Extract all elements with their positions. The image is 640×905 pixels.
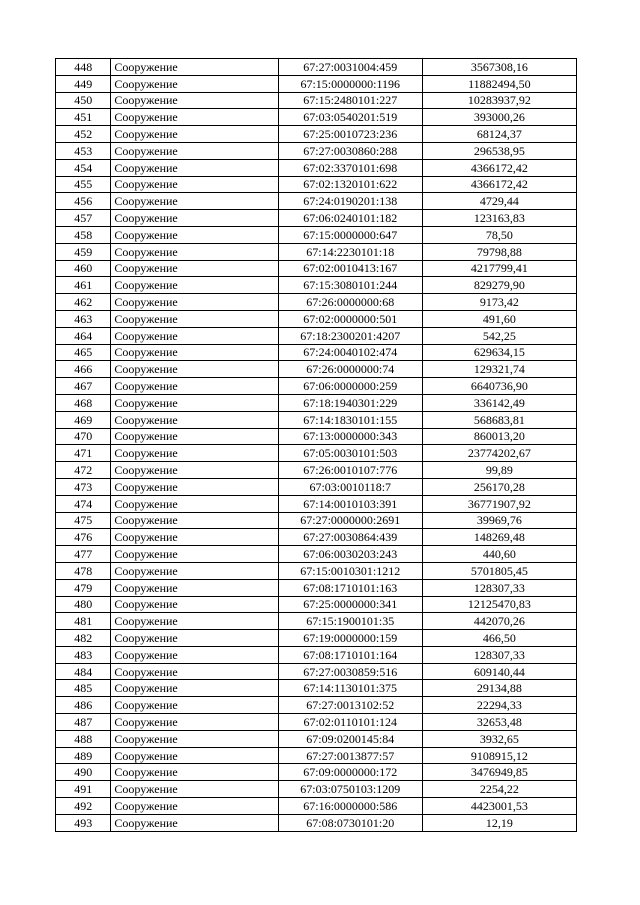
cadastral-number-cell: 67:27:0031004:459: [278, 59, 422, 76]
row-number-cell: 476: [56, 529, 111, 546]
object-type-cell: Сооружение: [111, 378, 278, 395]
object-type-cell: Сооружение: [111, 428, 278, 445]
cadastral-number-cell: 67:19:0000000:159: [278, 630, 422, 647]
cadastral-value-cell: 442070,26: [422, 613, 576, 630]
cadastral-value-cell: 3567308,16: [422, 59, 576, 76]
table-row: [56, 697, 577, 714]
table-row: [56, 193, 577, 210]
cadastral-number-cell: 67:02:3370101:698: [278, 159, 422, 176]
cadastral-value-cell: 32653,48: [422, 714, 576, 731]
cadastral-number-cell: 67:15:2480101:227: [278, 92, 422, 109]
table-row: [56, 630, 577, 647]
table-row: [56, 798, 577, 815]
cadastral-value-cell: 29134,88: [422, 680, 576, 697]
table-row: [56, 159, 577, 176]
row-number-cell: 479: [56, 579, 111, 596]
object-type-cell: Сооружение: [111, 159, 278, 176]
cadastral-number-cell: 67:26:0010107:776: [278, 462, 422, 479]
cadastral-value-cell: 609140,44: [422, 663, 576, 680]
object-type-cell: Сооружение: [111, 478, 278, 495]
cadastral-number-cell: 67:27:0030860:288: [278, 142, 422, 159]
table-row: [56, 59, 577, 76]
object-type-cell: Сооружение: [111, 142, 278, 159]
object-type-cell: Сооружение: [111, 75, 278, 92]
table-row: [56, 562, 577, 579]
table-row: [56, 646, 577, 663]
table-row: [56, 394, 577, 411]
cadastral-value-cell: 11882494,50: [422, 75, 576, 92]
cadastral-value-cell: 23774202,67: [422, 445, 576, 462]
cadastral-number-cell: 67:27:0030859:516: [278, 663, 422, 680]
cadastral-number-cell: 67:16:0000000:586: [278, 798, 422, 815]
table-row: [56, 294, 577, 311]
row-number-cell: 480: [56, 596, 111, 613]
cadastral-number-cell: 67:18:1940301:229: [278, 394, 422, 411]
row-number-cell: 472: [56, 462, 111, 479]
table-row: [56, 462, 577, 479]
cadastral-number-cell: 67:24:0190201:138: [278, 193, 422, 210]
row-number-cell: 469: [56, 411, 111, 428]
table-row: [56, 781, 577, 798]
cadastral-value-cell: 296538,95: [422, 142, 576, 159]
cadastral-number-cell: 67:26:0000000:68: [278, 294, 422, 311]
table-row: [56, 327, 577, 344]
row-number-cell: 448: [56, 59, 111, 76]
table-row: [56, 714, 577, 731]
table-row: [56, 226, 577, 243]
object-type-cell: Сооружение: [111, 630, 278, 647]
row-number-cell: 460: [56, 260, 111, 277]
row-number-cell: 466: [56, 361, 111, 378]
object-type-cell: Сооружение: [111, 59, 278, 76]
table-row: [56, 310, 577, 327]
table-row: [56, 109, 577, 126]
object-type-cell: Сооружение: [111, 764, 278, 781]
cadastral-value-cell: 12125470,83: [422, 596, 576, 613]
table-row: [56, 680, 577, 697]
cadastral-number-cell: 67:15:0000000:1196: [278, 75, 422, 92]
cadastral-number-cell: 67:03:0010118:7: [278, 478, 422, 495]
object-type-cell: Сооружение: [111, 361, 278, 378]
table-row: [56, 210, 577, 227]
table-row: [56, 613, 577, 630]
cadastral-value-cell: 78,50: [422, 226, 576, 243]
cadastral-value-cell: 568683,81: [422, 411, 576, 428]
row-number-cell: 467: [56, 378, 111, 395]
cadastral-value-cell: 6640736,90: [422, 378, 576, 395]
table-row: [56, 596, 577, 613]
cadastral-value-cell: 36771907,92: [422, 495, 576, 512]
cadastral-value-cell: 79798,88: [422, 243, 576, 260]
row-number-cell: 471: [56, 445, 111, 462]
object-type-cell: Сооружение: [111, 243, 278, 260]
cadastral-value-cell: 4217799,41: [422, 260, 576, 277]
cadastral-number-cell: 67:06:0030203:243: [278, 546, 422, 563]
table-row: [56, 663, 577, 680]
cadastral-number-cell: 67:27:0000000:2691: [278, 512, 422, 529]
object-type-cell: Сооружение: [111, 646, 278, 663]
table-row: [56, 747, 577, 764]
object-type-cell: Сооружение: [111, 714, 278, 731]
cadastral-value-cell: 393000,26: [422, 109, 576, 126]
table-row: [56, 529, 577, 546]
cadastral-number-cell: 67:27:0030864:439: [278, 529, 422, 546]
row-number-cell: 474: [56, 495, 111, 512]
cadastral-number-cell: 67:25:0000000:341: [278, 596, 422, 613]
row-number-cell: 478: [56, 562, 111, 579]
object-type-cell: Сооружение: [111, 781, 278, 798]
cadastral-number-cell: 67:27:0013877:57: [278, 747, 422, 764]
cadastral-value-cell: 129321,74: [422, 361, 576, 378]
object-type-cell: Сооружение: [111, 310, 278, 327]
row-number-cell: 456: [56, 193, 111, 210]
object-type-cell: Сооружение: [111, 445, 278, 462]
table-row: [56, 126, 577, 143]
cadastral-value-cell: 466,50: [422, 630, 576, 647]
table-row: [56, 176, 577, 193]
cadastral-value-cell: 829279,90: [422, 277, 576, 294]
object-type-cell: Сооружение: [111, 596, 278, 613]
cadastral-value-cell: 4366172,42: [422, 159, 576, 176]
cadastral-value-cell: 39969,76: [422, 512, 576, 529]
object-type-cell: Сооружение: [111, 680, 278, 697]
cadastral-number-cell: 67:15:0010301:1212: [278, 562, 422, 579]
cadastral-value-cell: 336142,49: [422, 394, 576, 411]
cadastral-value-cell: 128307,33: [422, 646, 576, 663]
cadastral-number-cell: 67:02:0000000:501: [278, 310, 422, 327]
object-type-cell: Сооружение: [111, 579, 278, 596]
table-row: [56, 75, 577, 92]
table-row: [56, 445, 577, 462]
object-type-cell: Сооружение: [111, 277, 278, 294]
row-number-cell: 485: [56, 680, 111, 697]
object-type-cell: Сооружение: [111, 814, 278, 831]
table-row: [56, 277, 577, 294]
row-number-cell: 477: [56, 546, 111, 563]
row-number-cell: 470: [56, 428, 111, 445]
cadastral-value-cell: 2254,22: [422, 781, 576, 798]
cadastral-value-cell: 12,19: [422, 814, 576, 831]
cadastral-number-cell: 67:14:0010103:391: [278, 495, 422, 512]
table-row: [56, 378, 577, 395]
table-row: [56, 814, 577, 831]
row-number-cell: 493: [56, 814, 111, 831]
cadastral-number-cell: 67:18:2300201:4207: [278, 327, 422, 344]
row-number-cell: 451: [56, 109, 111, 126]
object-type-cell: Сооружение: [111, 613, 278, 630]
cadastral-number-cell: 67:05:0030101:503: [278, 445, 422, 462]
cadastral-value-cell: 10283937,92: [422, 92, 576, 109]
cadastral-number-cell: 67:24:0040102:474: [278, 344, 422, 361]
object-type-cell: Сооружение: [111, 176, 278, 193]
table-row: [56, 512, 577, 529]
cadastral-number-cell: 67:03:0540201:519: [278, 109, 422, 126]
row-number-cell: 454: [56, 159, 111, 176]
row-number-cell: 449: [56, 75, 111, 92]
object-type-cell: Сооружение: [111, 562, 278, 579]
row-number-cell: 483: [56, 646, 111, 663]
cadastral-value-cell: 9108915,12: [422, 747, 576, 764]
object-type-cell: Сооружение: [111, 697, 278, 714]
row-number-cell: 458: [56, 226, 111, 243]
row-number-cell: 484: [56, 663, 111, 680]
row-number-cell: 450: [56, 92, 111, 109]
row-number-cell: 453: [56, 142, 111, 159]
table-row: [56, 478, 577, 495]
row-number-cell: 491: [56, 781, 111, 798]
cadastral-number-cell: 67:03:0750103:1209: [278, 781, 422, 798]
table-row: [56, 243, 577, 260]
object-type-cell: Сооружение: [111, 663, 278, 680]
table-row: [56, 92, 577, 109]
table-row: [56, 142, 577, 159]
row-number-cell: 463: [56, 310, 111, 327]
object-type-cell: Сооружение: [111, 512, 278, 529]
table-row: [56, 344, 577, 361]
cadastral-number-cell: 67:26:0000000:74: [278, 361, 422, 378]
cadastral-value-cell: 148269,48: [422, 529, 576, 546]
row-number-cell: 489: [56, 747, 111, 764]
cadastral-value-cell: 4366172,42: [422, 176, 576, 193]
cadastral-value-cell: 3476949,85: [422, 764, 576, 781]
cadastral-number-cell: 67:02:0110101:124: [278, 714, 422, 731]
object-type-cell: Сооружение: [111, 294, 278, 311]
cadastral-value-cell: 4423001,53: [422, 798, 576, 815]
row-number-cell: 481: [56, 613, 111, 630]
cadastral-number-cell: 67:08:1710101:163: [278, 579, 422, 596]
object-type-cell: Сооружение: [111, 226, 278, 243]
object-type-cell: Сооружение: [111, 495, 278, 512]
cadastral-value-cell: 68124,37: [422, 126, 576, 143]
row-number-cell: 452: [56, 126, 111, 143]
cadastral-number-cell: 67:08:0730101:20: [278, 814, 422, 831]
cadastral-value-cell: 256170,28: [422, 478, 576, 495]
cadastral-number-cell: 67:06:0240101:182: [278, 210, 422, 227]
cadastral-value-cell: 128307,33: [422, 579, 576, 596]
row-number-cell: 464: [56, 327, 111, 344]
table-row: [56, 361, 577, 378]
row-number-cell: 461: [56, 277, 111, 294]
table-row: [56, 730, 577, 747]
row-number-cell: 468: [56, 394, 111, 411]
row-number-cell: 486: [56, 697, 111, 714]
object-type-cell: Сооружение: [111, 462, 278, 479]
property-table: [55, 58, 577, 832]
cadastral-value-cell: 9173,42: [422, 294, 576, 311]
table-row: [56, 546, 577, 563]
cadastral-value-cell: 22294,33: [422, 697, 576, 714]
object-type-cell: Сооружение: [111, 126, 278, 143]
cadastral-number-cell: 67:15:3080101:244: [278, 277, 422, 294]
cadastral-value-cell: 440,60: [422, 546, 576, 563]
object-type-cell: Сооружение: [111, 109, 278, 126]
object-type-cell: Сооружение: [111, 327, 278, 344]
table-row: [56, 260, 577, 277]
cadastral-number-cell: 67:09:0200145:84: [278, 730, 422, 747]
object-type-cell: Сооружение: [111, 546, 278, 563]
table-row: [56, 411, 577, 428]
row-number-cell: 475: [56, 512, 111, 529]
table-row: [56, 764, 577, 781]
row-number-cell: 459: [56, 243, 111, 260]
table-row: [56, 579, 577, 596]
object-type-cell: Сооружение: [111, 260, 278, 277]
cadastral-value-cell: 491,60: [422, 310, 576, 327]
row-number-cell: 490: [56, 764, 111, 781]
cadastral-number-cell: 67:02:0010413:167: [278, 260, 422, 277]
cadastral-number-cell: 67:02:1320101:622: [278, 176, 422, 193]
row-number-cell: 482: [56, 630, 111, 647]
table-body: [56, 59, 577, 832]
object-type-cell: Сооружение: [111, 730, 278, 747]
object-type-cell: Сооружение: [111, 344, 278, 361]
row-number-cell: 492: [56, 798, 111, 815]
cadastral-number-cell: 67:15:1900101:35: [278, 613, 422, 630]
cadastral-number-cell: 67:06:0000000:259: [278, 378, 422, 395]
object-type-cell: Сооружение: [111, 394, 278, 411]
cadastral-value-cell: 123163,83: [422, 210, 576, 227]
cadastral-value-cell: 5701805,45: [422, 562, 576, 579]
cadastral-number-cell: 67:14:2230101:18: [278, 243, 422, 260]
cadastral-number-cell: 67:27:0013102:52: [278, 697, 422, 714]
cadastral-value-cell: 99,89: [422, 462, 576, 479]
object-type-cell: Сооружение: [111, 193, 278, 210]
cadastral-value-cell: 629634,15: [422, 344, 576, 361]
cadastral-number-cell: 67:25:0010723:236: [278, 126, 422, 143]
cadastral-value-cell: 3932,65: [422, 730, 576, 747]
object-type-cell: Сооружение: [111, 210, 278, 227]
object-type-cell: Сооружение: [111, 92, 278, 109]
cadastral-value-cell: 542,25: [422, 327, 576, 344]
cadastral-number-cell: 67:13:0000000:343: [278, 428, 422, 445]
row-number-cell: 488: [56, 730, 111, 747]
cadastral-number-cell: 67:08:1710101:164: [278, 646, 422, 663]
object-type-cell: Сооружение: [111, 529, 278, 546]
object-type-cell: Сооружение: [111, 798, 278, 815]
table-row: [56, 428, 577, 445]
row-number-cell: 457: [56, 210, 111, 227]
row-number-cell: 455: [56, 176, 111, 193]
row-number-cell: 462: [56, 294, 111, 311]
row-number-cell: 487: [56, 714, 111, 731]
cadastral-number-cell: 67:09:0000000:172: [278, 764, 422, 781]
cadastral-value-cell: 4729,44: [422, 193, 576, 210]
table-row: [56, 495, 577, 512]
object-type-cell: Сооружение: [111, 411, 278, 428]
row-number-cell: 473: [56, 478, 111, 495]
object-type-cell: Сооружение: [111, 747, 278, 764]
cadastral-number-cell: 67:15:0000000:647: [278, 226, 422, 243]
cadastral-number-cell: 67:14:1830101:155: [278, 411, 422, 428]
row-number-cell: 465: [56, 344, 111, 361]
cadastral-number-cell: 67:14:1130101:375: [278, 680, 422, 697]
cadastral-value-cell: 860013,20: [422, 428, 576, 445]
